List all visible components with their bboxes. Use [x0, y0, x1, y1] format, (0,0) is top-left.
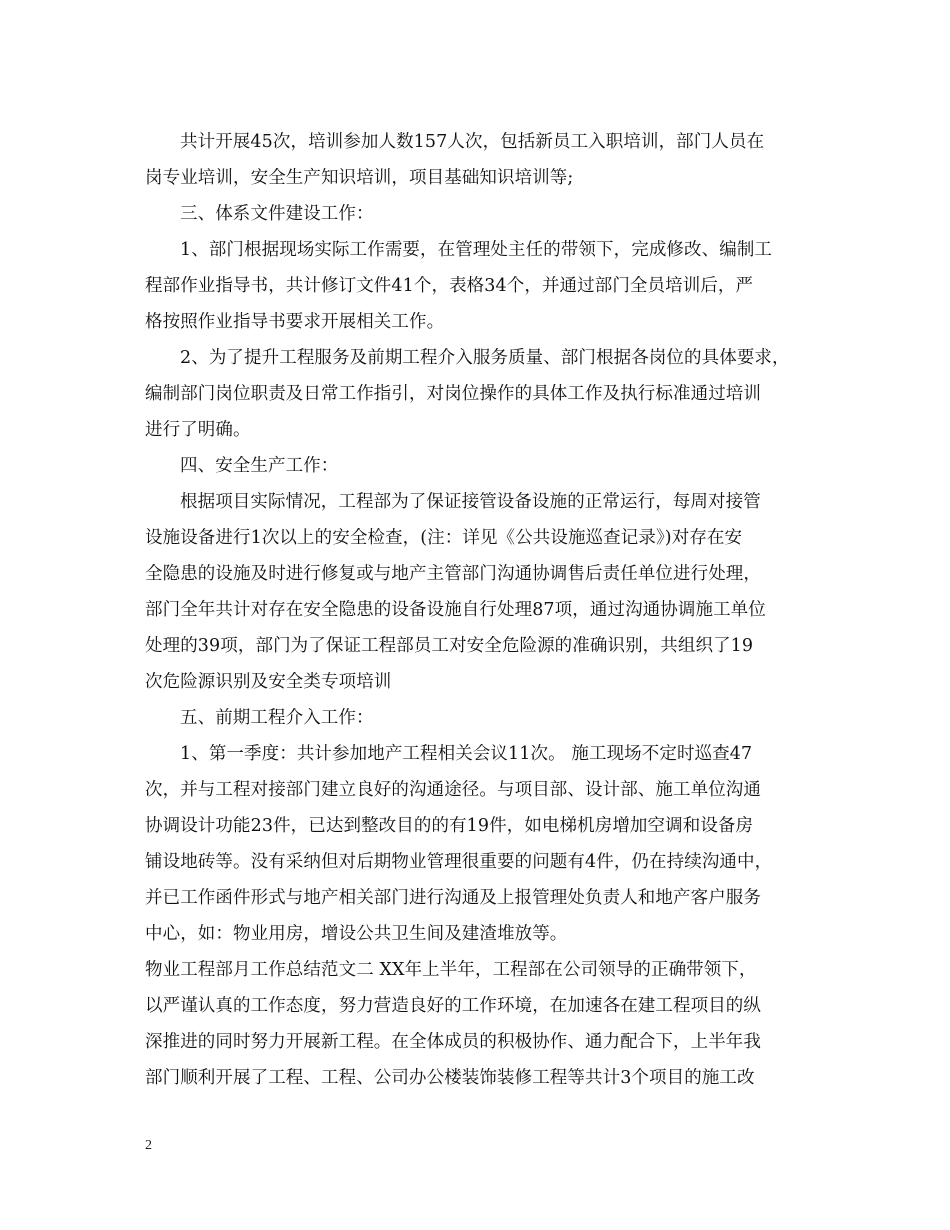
text-line: 编制部门岗位职责及日常工作指引，对岗位操作的具体工作及执行标准通过培训 — [145, 384, 761, 404]
text-line: 协调设计功能23件，已达到整改目的的有19件，如电梯机房增加空调和设备房 — [145, 816, 754, 836]
text-line: 全隐患的设施及时进行修复或与地产主管部门沟通协调售后责任单位进行处理， — [145, 564, 761, 584]
text-line: 处理的39项，部门为了保证工程部员工对安全危险源的准确识别，共组织了19 — [145, 636, 754, 656]
text-line: 并已工作函件形式与地产相关部门进行沟通及上报管理处负责人和地产客户服务 — [145, 888, 761, 908]
text-line: 五、前期工程介入工作： — [180, 708, 374, 728]
document-body — [145, 124, 825, 1096]
text-line: 铺设地砖等。没有采纳但对后期物业管理很重要的问题有4件，仍在持续沟通中， — [145, 852, 773, 872]
text-line: 四、安全生产工作： — [180, 456, 339, 476]
text-line: 次，并与工程对接部门建立良好的沟通途径。与项目部、设计部、施工单位沟通 — [145, 780, 761, 800]
text-line: 部门全年共计对存在安全隐患的设备设施自行处理87项，通过沟通协调施工单位 — [145, 600, 766, 620]
page-number: 2 — [145, 1138, 152, 1153]
text-line: 程部作业指导书，共计修订文件41个，表格34个，并通过部门全员培训后，严 — [145, 276, 754, 296]
text-line: 设施设备进行1次以上的安全检查，(注：详见《公共设施巡查记录》)对存在安 — [145, 528, 743, 548]
text-line: 2、为了提升工程服务及前期工程介入服务质量、部门根据各岗位的具体要求， — [180, 348, 790, 368]
text-line: 中心，如：物业用房，增设公共卫生间及建渣堆放等。 — [145, 924, 568, 944]
text-line: 共计开展45次，培训参加人数157人次，包括新员工入职培训，部门人员在 — [180, 132, 765, 152]
text-line: 物业工程部月工作总结范文二 XX年上半年，工程部在公司领导的正确带领下， — [145, 960, 757, 980]
text-line: 进行了明确。 — [145, 420, 251, 440]
text-line: 以严谨认真的工作态度，努力营造良好的工作环境，在加速各在建工程项目的纵 — [145, 996, 761, 1016]
text-line: 岗专业培训，安全生产知识培训，项目基础知识培训等; — [145, 168, 574, 188]
text-line: 次危险源识别及安全类专项培训 — [145, 672, 392, 692]
text-line: 三、体系文件建设工作： — [180, 204, 374, 224]
text-line: 1、部门根据现场实际工作需要，在管理处主任的带领下，完成修改、编制工 — [180, 240, 773, 260]
text-line: 1、第一季度：共计参加地产工程相关会议11次。 施工现场不定时巡查47 — [180, 744, 753, 764]
text-line: 深推进的同时努力开展新工程。在全体成员的积极协作、通力配合下，上半年我 — [145, 1032, 761, 1052]
text-line: 部门顺利开展了工程、工程、公司办公楼装饰装修工程等共计3个项目的施工改 — [145, 1068, 755, 1088]
text-line: 格按照作业指导书要求开展相关工作。 — [145, 312, 445, 332]
text-line: 根据项目实际情况，工程部为了保证接管设备设施的正常运行，每周对接管 — [180, 492, 761, 512]
